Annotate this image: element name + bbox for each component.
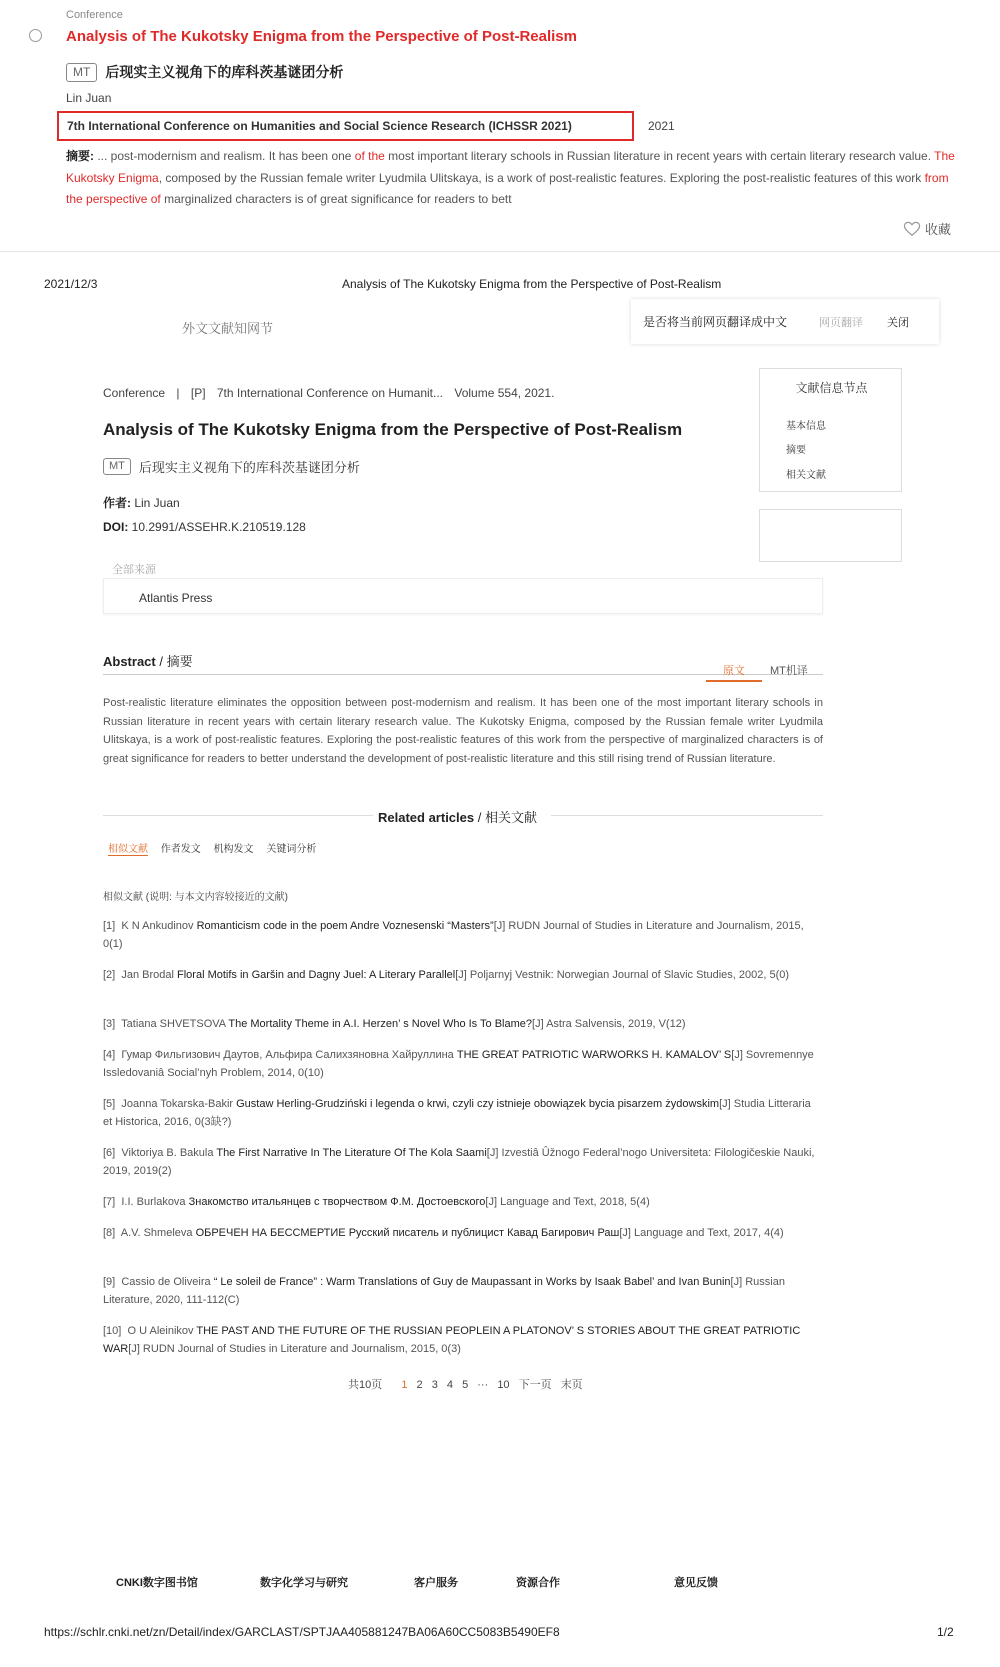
footer-link-resource-cooperation[interactable]: 资源合作: [516, 1577, 560, 1589]
print-url: https://schlr.cnki.net/zn/Detail/index/GARCLAST/SPTJAA405881247BA06A60CC5083B5490EF8: [44, 1625, 560, 1639]
snippet-text: most important literary schools in Russian literature in recent years with certain literary research value.: [384, 149, 935, 163]
ref-authors[interactable]: Гумар Фильгизович Даутов, Альфира Салихзяновна Хайруллина: [121, 1049, 454, 1061]
ref-source: [J] RUDN Journal of Studies in Literature and Journalism, 2015, 0(3): [128, 1343, 461, 1355]
ref-source: [J] Izvestiâ Ûžnogo Federal’nogo Universiteta: Filologičeskie Nauki, 2019, 2019(2): [103, 1147, 815, 1177]
ref-num: [6]: [103, 1147, 116, 1159]
list-item: [103, 1046, 819, 1082]
collect-button[interactable]: [903, 219, 951, 238]
page-4[interactable]: 4: [446, 1379, 453, 1391]
list-item: [103, 1224, 819, 1242]
doi-value[interactable]: 10.2991/ASSEHR.K.210519.128: [128, 520, 306, 534]
result-abstract-snippet: [66, 146, 956, 211]
ref-title-link[interactable]: THE PAST AND THE FUTURE OF THE RUSSIAN PEOPLEIN A PLATONOV’ S STORIES ABOUT THE GREAT PATRIOTIC WAR: [103, 1325, 801, 1355]
page-5[interactable]: 5: [462, 1379, 469, 1391]
snippet-text: , composed by the Russian female writer Lyudmila Ulitskaya, is a work of post-realistic features. Exploring the post-realistic features of this work: [158, 170, 925, 185]
ref-num: [1]: [103, 920, 116, 932]
detail-doi: [103, 520, 306, 534]
detail-author: [103, 494, 180, 511]
pager-next[interactable]: 下一页: [518, 1379, 552, 1391]
crumb-p: [P]: [190, 386, 206, 400]
ref-title-link[interactable]: The First Narrative In The Literature Of The Kola Saami: [216, 1147, 487, 1159]
print-page-title: Analysis of The Kukotsky Enigma from the Perspective of Post-Realism: [342, 277, 722, 291]
search-result-card: [0, 0, 1000, 252]
library-title: 外文文献知网节: [182, 321, 274, 336]
heart-icon: [903, 221, 921, 237]
print-date: 2021/12/3: [44, 277, 98, 291]
related-subtitle: 相似文献 (说明: 与本文内容较接近的文献): [103, 892, 288, 903]
crumb-volume: Volume 554, 2021.: [454, 386, 555, 400]
toc-item-basic-info[interactable]: 基本信息: [786, 421, 826, 432]
result-mt-row: [66, 62, 343, 82]
tab-keyword-analysis[interactable]: 关键词分析: [266, 844, 317, 855]
snippet-highlight: of the: [354, 149, 385, 163]
ref-title-link[interactable]: The Mortality Theme in A.I. Herzen’ s Novel Who Is To Blame?: [228, 1018, 533, 1030]
page-title: Analysis of The Kukotsky Enigma from the Perspective of Post-Realism: [103, 420, 683, 439]
tab-similar[interactable]: 相似文献: [108, 844, 148, 855]
page-3[interactable]: 3: [431, 1379, 438, 1391]
select-radio[interactable]: [29, 29, 42, 42]
ref-title-link[interactable]: ОБРЕЧЕН НА БЕССМЕРТИЕ Русский писатель и публицист Кавад Багирович Раш: [195, 1227, 620, 1239]
footer-link-customer-service[interactable]: 客户服务: [414, 1577, 458, 1589]
ref-title-link[interactable]: “ Le soleil de France” : Warm Translations of Guy de Maupassant in Works by Isaak Babel’ and Ivan Bunin: [213, 1276, 731, 1288]
translate-question: 是否将当前网页翻译成中文: [643, 315, 788, 329]
ref-num: [2]: [103, 969, 116, 981]
toc-item-abstract[interactable]: 摘要: [786, 445, 806, 456]
doi-label: DOI:: [103, 520, 129, 534]
abstract-heading-zh: / 摘要: [155, 654, 193, 669]
tab-original[interactable]: 原文: [706, 662, 762, 682]
result-type: Conference: [66, 9, 123, 21]
list-item: [103, 1095, 819, 1131]
source-box: [103, 578, 823, 614]
pagination: [348, 1376, 589, 1392]
ref-source: [J] RUDN Journal of Studies in Literature and Journalism, 2015, 0(1): [103, 920, 804, 950]
abstract-label: 摘要:: [66, 149, 94, 163]
pager-total: 共10页: [348, 1379, 383, 1391]
toc-item-related[interactable]: 相关文献: [786, 470, 826, 481]
abstract-text: Post-realistic literature eliminates the opposition between post-modernism and realism. It has been one of the most important literary schools in Russian literature in recent years with certain literary research value. The Kukotsky Enigma, composed by the Russian female writer Lyudmila Ulitskaya, is a work of post-realistic features. Exploring the post-realistic features of this work from the perspective of marginalized characters is of great significance for readers to better understand the development of post-realistic literature and this still rising trend of Russian literature.: [103, 697, 823, 765]
result-author-link[interactable]: Lin Juan: [66, 91, 112, 105]
source-link[interactable]: Atlantis Press: [139, 591, 213, 605]
result-year: 2021: [648, 119, 675, 133]
translate-page-button[interactable]: 网页翻译: [819, 316, 864, 329]
related-divider-right: [551, 815, 823, 816]
footer-link-cnki-library[interactable]: CNKI数字图书馆: [116, 1577, 198, 1589]
result-mt-title[interactable]: 后现实主义视角下的库科茨基谜团分析: [105, 64, 344, 80]
detail-mt-row: [103, 457, 360, 476]
ref-source: [J] Language and Text, 2017, 4(4): [619, 1227, 784, 1239]
ref-num: [3]: [103, 1018, 116, 1030]
list-item: [103, 1144, 819, 1180]
collect-label: 收藏: [925, 222, 952, 237]
ref-source: [J] Poljarnyj Vestnik: Norwegian Journal of Slavic Studies, 2002, 5(0): [455, 969, 790, 981]
ref-title-link[interactable]: Floral Motifs in Garšin and Dagny Juel: A Literary Parallel: [177, 969, 456, 981]
side-empty-panel: [759, 509, 902, 562]
toc-panel: [759, 368, 902, 492]
translate-prompt-bar: [631, 299, 939, 344]
ref-title-link[interactable]: Знакомство итальянцев с творчеством Ф.М. Достоевского: [188, 1196, 486, 1208]
ref-source: [J] Language and Text, 2018, 5(4): [485, 1196, 650, 1208]
breadcrumb: [103, 386, 562, 400]
related-heading-zh: / 相关文献: [474, 810, 537, 825]
print-page-number: 1/2: [937, 1625, 954, 1639]
ref-source: [J] Sovremennye Issledovaniâ Social’nyh Problem, 2014, 0(10): [103, 1049, 814, 1079]
list-item: [103, 1193, 819, 1211]
abstract-heading: [103, 651, 193, 670]
ref-authors[interactable]: A.V. Shmeleva: [120, 1227, 193, 1239]
translate-close-button[interactable]: 关闭: [887, 316, 910, 329]
list-item: [103, 1322, 819, 1358]
abstract-heading-en: Abstract: [103, 654, 156, 669]
tab-institution-works[interactable]: 机构发文: [213, 844, 254, 855]
ref-num: [9]: [103, 1276, 116, 1288]
ref-source: [J] Astra Salvensis, 2019, V(12): [532, 1018, 686, 1030]
pager-last[interactable]: 末页: [560, 1379, 583, 1391]
ref-source: [J] Studia Litteraria et Historica, 2016, 0(3缺?): [103, 1098, 811, 1128]
page-2[interactable]: 2: [416, 1379, 423, 1391]
ref-num: [7]: [103, 1196, 116, 1208]
tab-mt[interactable]: MT机译: [770, 665, 808, 677]
tab-author-works[interactable]: 作者发文: [160, 844, 201, 855]
ref-authors[interactable]: Jan Brodal: [121, 969, 174, 981]
related-heading: [378, 807, 537, 826]
ref-title-link[interactable]: THE GREAT PATRIOTIC WARWORKS H. KAMALOV’ S: [456, 1049, 732, 1061]
related-divider-left: [103, 815, 373, 816]
list-item: [103, 966, 819, 984]
related-tabs: [108, 840, 326, 855]
snippet-text: marginalized characters is of great significance for readers to bett: [160, 192, 512, 206]
crumb-type[interactable]: Conference: [103, 386, 166, 400]
ref-authors[interactable]: Tatiana SHVETSOVA: [121, 1018, 226, 1030]
snippet-text: ... post-modernism and realism. It has been one: [94, 149, 355, 163]
ref-num: [8]: [103, 1227, 116, 1239]
author-label: 作者:: [103, 496, 131, 510]
ref-num: [10]: [103, 1325, 122, 1337]
ref-authors[interactable]: Joanna Tokarska-Bakir: [121, 1098, 234, 1110]
crumb-conference[interactable]: 7th International Conference on Humanit...: [216, 386, 444, 400]
ref-authors[interactable]: O U Aleinikov: [127, 1325, 194, 1337]
ref-num: [5]: [103, 1098, 116, 1110]
author-link[interactable]: Lin Juan: [131, 496, 180, 510]
page-10[interactable]: 10: [497, 1379, 510, 1391]
result-title-link[interactable]: Analysis of The Kukotsky Enigma from the Perspective of Post-Realism: [66, 28, 577, 45]
ref-source: [J] Russian Literature, 2020, 111-112(C): [103, 1276, 785, 1306]
result-conference-link[interactable]: 7th International Conference on Humanities and Social Science Research (ICHSSR 2021): [57, 111, 634, 141]
toc-title: 文献信息节点: [795, 381, 868, 395]
pager-ellipsis: ···: [477, 1379, 489, 1391]
mt-badge: MT: [103, 458, 131, 475]
list-item: [103, 1273, 819, 1309]
crumb-separator: |: [176, 386, 180, 400]
ref-authors[interactable]: Cassio de Oliveira: [121, 1276, 211, 1288]
page-1[interactable]: 1: [401, 1379, 408, 1391]
detail-mt-title: 后现实主义视角下的库科茨基谜团分析: [138, 460, 360, 475]
ref-num: [4]: [103, 1049, 116, 1061]
mt-badge: MT: [66, 63, 97, 82]
ref-authors[interactable]: I.I. Burlakova: [121, 1196, 186, 1208]
ref-authors[interactable]: K N Ankudinov: [121, 920, 194, 932]
ref-title-link[interactable]: Romanticism code in the poem Andre Voznesenski “Masters”: [196, 920, 494, 932]
footer-link-digital-learning[interactable]: 数字化学习与研究: [260, 1577, 348, 1589]
list-item: [103, 1015, 819, 1033]
related-heading-en: Related articles: [378, 810, 475, 825]
snippet-highlight: from the perspective of: [66, 170, 949, 206]
source-label: 全部来源: [112, 564, 156, 576]
ref-title-link[interactable]: Gustaw Herling-Grudziński i legenda o krwi, czyli czy istnieje obowiązek bycia pisarzem żydowskim: [236, 1098, 720, 1110]
snippet-highlight: The Kukotsky Enigma: [66, 149, 955, 185]
footer-link-feedback[interactable]: 意见反馈: [674, 1577, 718, 1589]
ref-authors[interactable]: Viktoriya B. Bakula: [121, 1147, 214, 1159]
list-item: [103, 917, 819, 953]
